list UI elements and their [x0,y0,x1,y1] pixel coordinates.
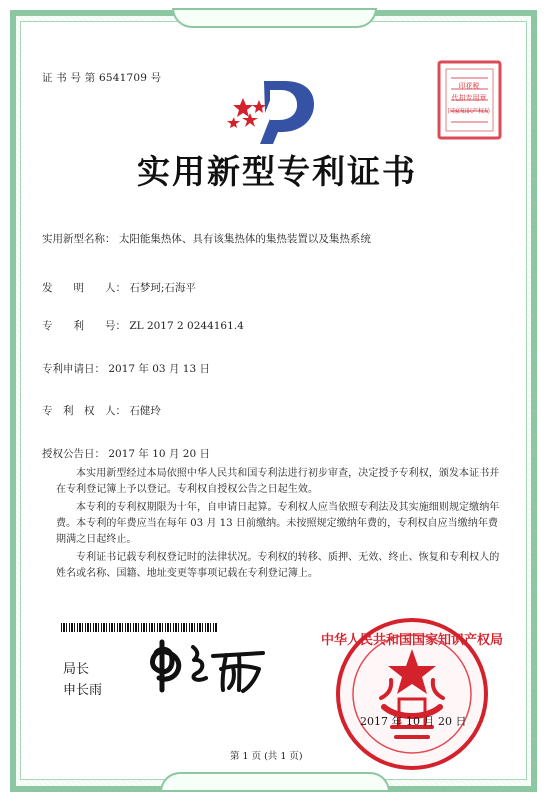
application-date-row [42,361,210,376]
svg-text:印花税: 印花税 [458,82,480,90]
inventor-label: 发 明 人： [42,282,126,294]
bottom-ornament-icon [160,772,390,792]
body-paragraph: 本实用新型经过本局依照中华人民共和国专利法进行初步审查，决定授予专利权，颁发本证书并在专利登记簿上予以登记。专利权自授权公告之日起生效。 [56,468,500,495]
grant-announcement-date-label: 授权公告日： [42,448,105,460]
patentee-value: 石健玲 [129,405,161,417]
director-title-line: 局长 [63,662,90,677]
tax-stamp-seal-icon [415,58,510,142]
director-name-line: 申长雨 [63,683,103,698]
utility-model-name-value: 太阳能集热体、具有该集热体的集热装置以及集热系统 [118,233,371,245]
certificate-number: 证 书 号 第 6541709 号 [42,72,162,84]
certificate-body-text [56,466,506,584]
patentee-label: 专 利 权 人： [42,405,126,417]
inventor-row [42,280,196,295]
signature-icon [135,638,270,696]
seal-date: 2017 年 10 月 20 日 [360,715,467,728]
patent-number-label: 专 利 号： [42,320,126,332]
top-ornament-icon [172,8,377,28]
body-paragraph: 专利证书记载专利权登记时的法律状况。专利权的转移、质押、无效、终止、恢复和专利权人的姓名或名称、国籍、地址变更等事项记载在专利登记簿上。 [56,552,500,579]
patent-office-logo-icon [226,77,320,144]
barcode-icon [61,623,218,632]
national-ip-seal-icon [320,616,504,772]
svg-text:国家知识产权局: 国家知识产权局 [447,108,491,115]
utility-model-name-row [42,231,371,246]
svg-text:代扣专用章: 代扣专用章 [451,94,487,102]
patent-number-row [42,318,244,333]
patent-number-value: ZL 2017 2 0244161.4 [129,320,244,332]
page-title: 实用新型专利证书 [137,152,417,191]
application-date-label: 专利申请日： [42,363,105,375]
utility-model-name-label: 实用新型名称： [42,233,116,245]
patentee-row [42,403,161,418]
inventor-value: 石梦珂;石海平 [129,282,196,294]
grant-announcement-date-value: 2017 年 10 月 20 日 [108,448,210,460]
page-number: 第 1 页 (共 1 页) [230,751,303,762]
director-title [63,659,102,701]
body-paragraph: 本专利的专利权期限为十年，自申请日起算。专利权人应当依照专利法及其实施细则规定缴纳年费。本专利的年费应当在每年 03 月 13 日前缴纳。未按照规定缴纳年费的，专利权自应当缴纳年费期满之日起终止。 [56,502,500,545]
grant-announcement-date-row [42,446,210,461]
svg-text:中华人民共和国国家知识产权局: 中华人民共和国国家知识产权局 [320,633,504,648]
application-date-value: 2017 年 03 月 13 日 [108,363,210,375]
